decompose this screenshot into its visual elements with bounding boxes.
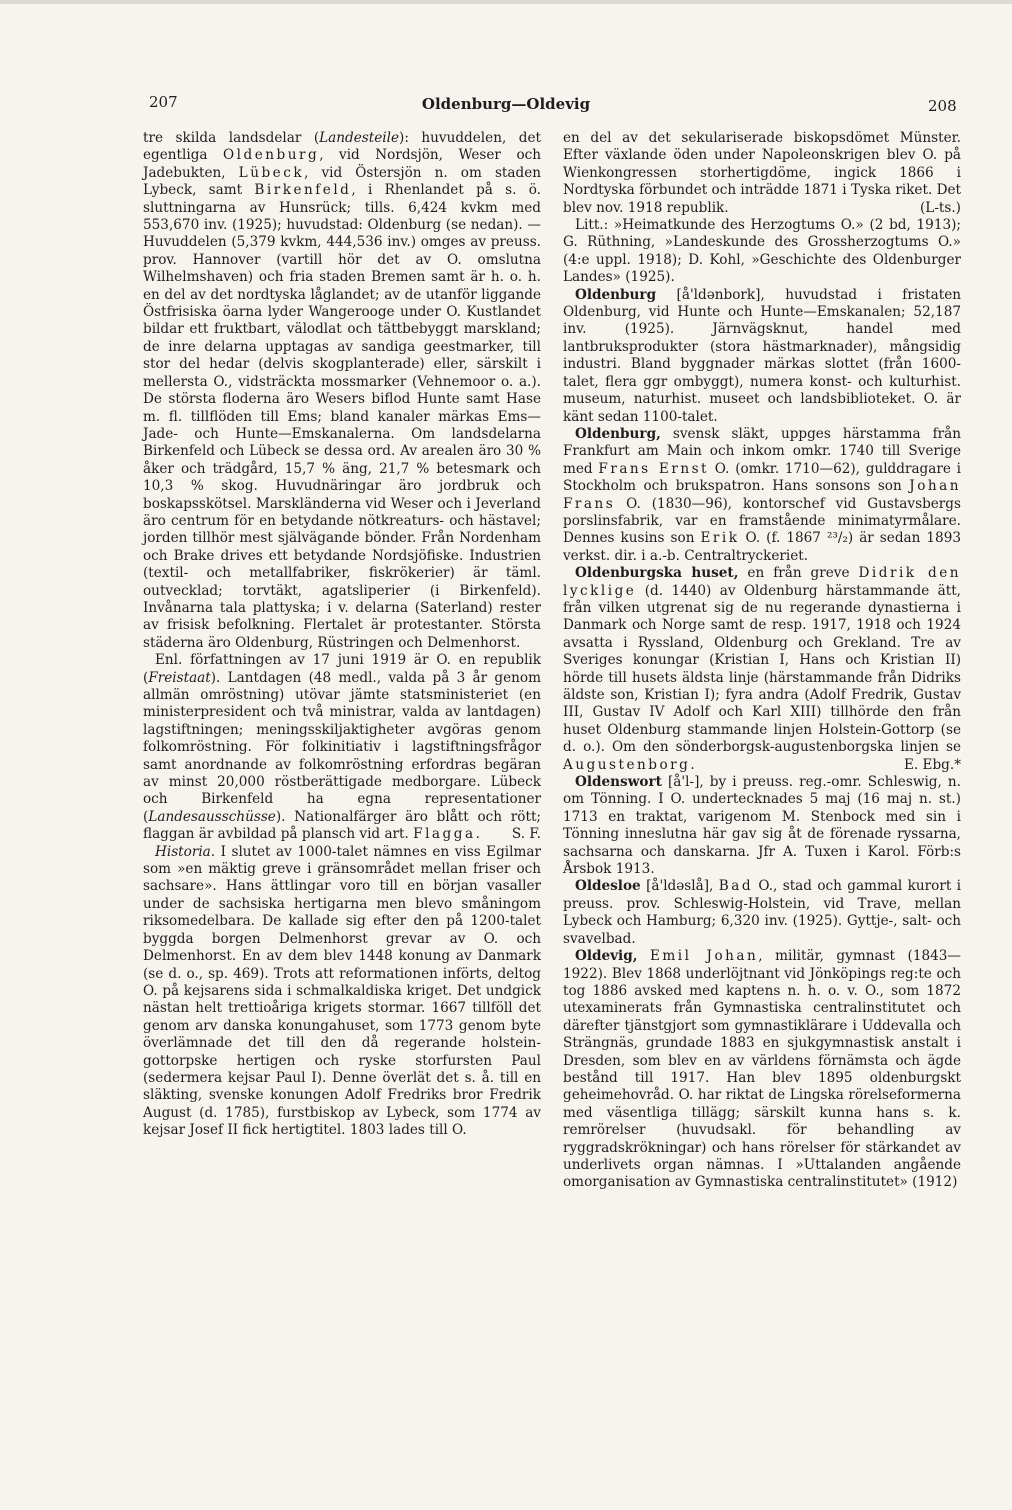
- running-head: Oldenburg—Oldevig: [421, 95, 591, 113]
- entry-oldesloe: Oldesloe [å'ldəslå], Bad O., stad och gammal kurort i preuss. prov. Schleswig-Holstein, vid Trave, mellan Lybeck och Hamburg; 6,320 inv. (1925). Gyttje-, salt- och svavelbad.: [563, 878, 961, 947]
- column-left: [143, 130, 541, 1140]
- entry-oldenburg-city: Oldenburg [å'ldənbork], huvudstad i fristaten Oldenburg, vid Hunte och Hunte—Emskanalen; 52,187 inv. (1925). Järnvägsknut, handel med lantbruksprodukter (stora hästmarknader), mångsidig industri. Bland byggnader märkas slottet (från 1600-talet, flera ggr ombyggt), numera konst- och kulturhist. museum, naturhist. museet och landsbiblioteket. O. är känt sedan 1100-talet.: [563, 286, 961, 425]
- paragraph-history: Historia. I slutet av 1000-talet nämnes en viss Egilmar som »en mäktig greve i gränsområdet mellan friser och sachsare». Hans ättlingar voro till en början vasaller under de sachsiska hertigarna men blevo småningom riksomedelbara. De kallade sig efter den på 1200-talet byggda borgen Delmenhorst grevar av O. och Delmenhorst. En av dem blev 1448 konung av Danmark (se d. o., sp. 469). Trots att reformationen införts, deltog O. på kejsarens sida i schmalkaldiska kriget. Det undgick nästan helt trettioåriga krigets stormar. 1667 tillföll det genom arv danska konungahuset, som 1773 genom byte överlämnade det till den då regerande holstein-gottorpske hertigen och ryske storfursten Paul (sedermera kejsar Paul I). Denne överlät det s. å. till en släkting, svenske konungen Adolf Fredriks bror Fredrik August (d. 1785), furstbiskop av Lybeck, som 1774 av kejsar Josef II fick hertigtitel. 1803 lades till O.: [143, 843, 541, 1139]
- column-right: [563, 130, 961, 1192]
- entry-oldenburgska-huset: Oldenburgska huset, en från greve Didrik den lycklige (d. 1440) av Oldenburg härstammande ätt, från vilken utgrenat sig de nu regerande dynastierna i Danmark och Norge samt de resp. 1917, 1918 och 1924 avsatta i Ryssland, Oldenburg och Grekland. Tre av Sveriges konungar (Kristian I, Hans och Kristian II) hörde till husets äldsta linje (härstammande från Didriks äldste son, Kristian I); fyra andra (Adolf Fredrik, Gustav III, Gustav IV Adolf och Karl XIII) tillhörde den från huset Oldenburg stammande linjen Holstein-Gottorp (se d. o.). Om den sönderborgsk-augustenborgska linjen se Augustenborg. E. Ebg.*: [563, 565, 962, 773]
- page-number-left: 207: [149, 93, 178, 111]
- author-signature: E. Ebg.*: [903, 756, 961, 773]
- paragraph-literature: Litt.: »Heimatkunde des Herzogtums O.» (2 bd, 1913); G. Rüthning, »Landeskunde des Grossherzogtums O.» (4:e uppl. 1918); D. Kohl, »Geschichte des Oldenburger Landes» (1925).: [563, 217, 961, 286]
- scan-edge: [0, 0, 1012, 4]
- entry-oldenswort: Oldenswort [å'l-], by i preuss. reg.-omr. Schleswig, n. om Tönning. I O. undertecknades 5 maj (16 maj n. st.) 1713 en traktat, varigenom M. Stenbock med sin i Tönning inneslutna här gav sig åt de förenade ryssarna, sachsarna och danskarna. Jfr A. Tuxen i Karol. Förb:s Årsbok 1913.: [563, 774, 961, 878]
- page-number-right: 208: [928, 97, 957, 115]
- paragraph-history-continued: en del av det sekulariserade biskopsdömet Münster. Efter växlande öden under Napoleonskrigen blev O. på Wienkongressen storhertigdöme, ingick 1866 i Nordtyska förbundet och inträdde 1871 i Tyska riket. Det blev nov. 1918 republik. (L-ts.): [563, 130, 961, 216]
- entry-oldenburg-family: Oldenburg, svensk släkt, uppges härstamma från Frankfurt am Main och inkom omkr. 1740 till Sverige med Frans Ernst O. (omkr. 1710—62), gulddragare i Stockholm och brukspatron. Hans sonsons son Johan Frans O. (1830—96), kontorschef vid Gustavsbergs porslinsfabrik, var en framstående minimatyrmålare. Dennes kusins son Erik O. (f. 1867 ²³/₂) är sedan 1893 verkst. dir. i a.-b. Centraltryckeriet.: [563, 425, 961, 564]
- author-signature: (L-ts.): [920, 199, 961, 216]
- paragraph-oldenburg-geography: tre skilda landsdelar (Landesteile): huvuddelen, det egentliga Oldenburg, vid Nordsjön, Weser och Jadebukten, Lübeck, vid Östersjön n. om staden Lybeck, samt Birkenfeld, i Rhenlandet på s. ö. sluttningarna av Hunsrück; tills. 6,424 kvkm med 553,670 inv. (1925); huvudstad: Oldenburg (se nedan). — Huvuddelen (5,379 kvkm, 444,536 inv.) omges av preuss. prov. Hannover (vartill hör det av O. omslutna Wilhelmshaven) och fria staden Bremen samt är h. o. h. en del av det nordtyska låglandet; av de utanför liggande Östfrisiska öarna lyder Wangerooge under O. Kustlandet bildar ett fruktbart, välodlat och tättbebyggt marskland; de inre delarna upptagas av sandiga geestmarker, till stor del hedar (delvis skogplanterade) eller, särskilt i mellersta O., vidsträckta mossmarker (Vehnemoor o. a.). De största floderna äro Wesers biflod Hunte samt Hase m. fl. tillflöden till Ems; bland kanaler märkas Ems—Jade- och Hunte—Emskanalerna. Om landsdelarna Birkenfeld och Lübeck se dessa ord. Av arealen äro 30 % åker och trädgård, 15,7 % äng, 21,7 % betesmark och 10,3 % skog. Huvudnäringar äro jordbruk och boskapsskötsel. Marskländerna vid Weser och i Jeverland äro centrum för en betydande nötkreaturs- och hästavel; jorden tillhör mest självägande bönder. Från Nordenham och Brake drives ett betydande Nordsjöfiske. Industrien (textil- och metallfabriker, fiskrökerier) är täml. outvecklad; torvtäkt, agatsliperier (i Birkenfeld). Invånarna tala plattyska; i v. delarna (Saterland) rester av frisisk befolkning. Flertalet är protestanter. Största städerna äro Oldenburg, Rüstringen och Delmenhorst.: [143, 130, 541, 651]
- page-header: [0, 93, 1012, 123]
- paragraph-constitution: Enl. författningen av 17 juni 1919 är O. en republik (Freistaat). Lantdagen (48 medl., valda på 3 år genom allmän omröstning) utövar jämte statsministeriet (en ministerpresident och två ministrar, valda av lantdagen) lagstiftningen; meningsskiljaktigheter avgöras genom folkomröstning. För folkinitiativ i lagstiftningsfrågor samt anordnande av folkomröstning erfordras begäran av minst 20,000 röstberättigade medborgare. Lübeck och Birkenfeld ha egna representationer (Landesausschüsse). Nationalfärger äro blått och rött; flaggan är avbildad på plansch vid art. Flagga. S. F.: [143, 652, 541, 843]
- author-signature: S. F.: [511, 826, 541, 843]
- entry-oldevig: Oldevig, Emil Johan, militär, gymnast (1843—1922). Blev 1868 underlöjtnant vid Jönköpings reg:te och tog 1886 avsked med kaptens n. h. o. v. O., som 1872 utexaminerats från Gymnastiska centralinstitutet och därefter tjänstgjort som gymnastiklärare i Uddevalla och Strängnäs, grundade 1883 en sjukgymnastisk anstalt i Dresden, som blev en av världens förnämsta och ägde bestånd till 1917. Han blev 1895 oldenburgskt geheimehovråd. O. har riktat de Lingska rörelseformerna med väsentliga tillägg; särskilt kunna hans s. k. remrörelser (huvudsakl. för behandling av ryggradskrökningar) och hans rörelser för stärkandet av underlivets organ nämnas. I »Uttalanden angående omorganisation av Gymnastiska centralinstitutet» (1912): [563, 948, 962, 1191]
